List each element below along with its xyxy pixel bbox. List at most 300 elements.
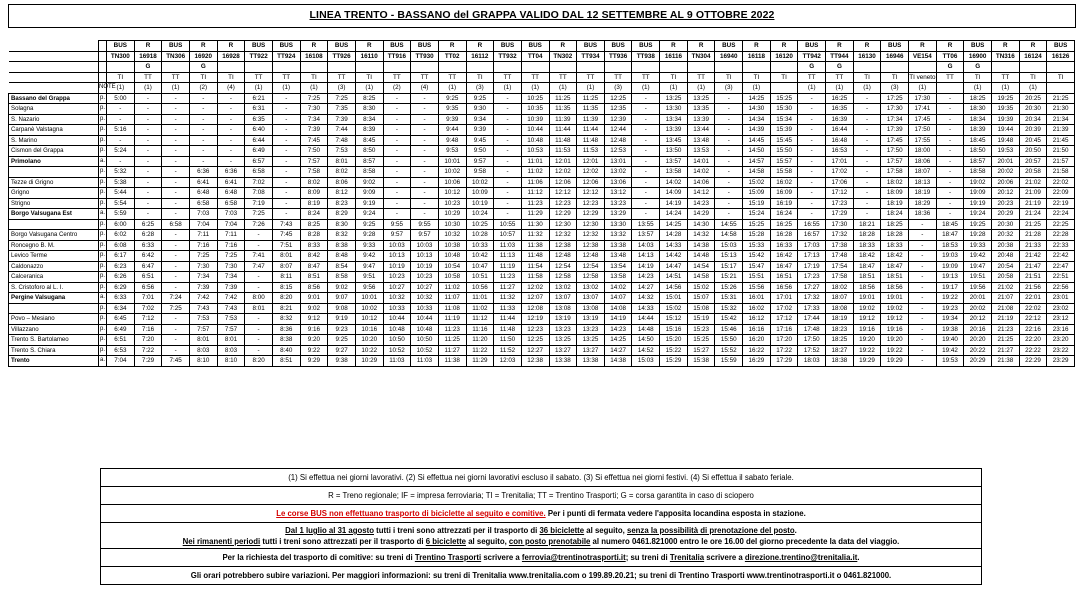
time-cell: 12:06: [549, 177, 577, 188]
time-cell: 15:02: [660, 303, 688, 314]
summer-text-2: al seguito,: [584, 526, 627, 535]
time-cell: 17:44: [798, 314, 826, 325]
time-cell: 16:24: [770, 209, 798, 220]
groups-end: .: [857, 553, 860, 562]
time-cell: 18:28: [881, 230, 909, 241]
time-cell: 8:01: [328, 156, 356, 167]
time-cell: -: [162, 156, 190, 167]
time-cell: 10:03: [383, 240, 411, 251]
time-cell: 13:06: [604, 177, 632, 188]
time-cell: 19:13: [936, 272, 964, 283]
time-cell: 7:43: [217, 303, 245, 314]
time-cell: 15:02: [743, 177, 771, 188]
time-cell: 7:39: [328, 114, 356, 125]
time-cell: -: [494, 104, 522, 115]
time-cell: 9:47: [355, 261, 383, 272]
notes-variations: Gli orari potrebbero subire variazioni. Per maggiori informazioni: su treni di Trenitalia www.trenitalia.com o 199.89.20.21; su treni di Trentino Trasporti www.trentinotrasporti.it o 0461.821000.: [190, 571, 892, 580]
time-cell: -: [936, 156, 964, 167]
time-cell: 10:44: [383, 314, 411, 325]
time-cell: 14:19: [604, 314, 632, 325]
other-bikes: 6 biciclette: [425, 537, 467, 546]
time-cell: -: [134, 125, 162, 136]
arrival-departure-marker: p.: [99, 230, 107, 241]
time-cell: 18:56: [881, 282, 909, 293]
header-company-row-cell: TI: [189, 72, 217, 83]
time-cell: 12:02: [577, 167, 605, 178]
time-cell: 12:38: [577, 240, 605, 251]
time-cell: 15:19: [743, 198, 771, 209]
time-cell: 22:01: [1019, 293, 1047, 304]
time-cell: 5:38: [107, 177, 135, 188]
time-cell: -: [162, 345, 190, 356]
header-company-row-cell: TT: [272, 72, 300, 83]
time-cell: -: [798, 177, 826, 188]
time-cell: 12:23: [521, 324, 549, 335]
time-cell: 10:50: [383, 335, 411, 346]
time-cell: 16:12: [743, 314, 771, 325]
time-cell: 9:57: [466, 156, 494, 167]
time-cell: 6:58: [217, 198, 245, 209]
time-cell: -: [853, 104, 881, 115]
time-cell: 11:32: [521, 230, 549, 241]
time-cell: 14:13: [632, 251, 660, 262]
time-cell: 8:58: [355, 167, 383, 178]
time-cell: 17:30: [909, 93, 937, 104]
arrival-departure-marker: p.: [99, 251, 107, 262]
notes-legend: (1) Si effettua nei giorni lavorativi. (2) Si effettua nei giorni lavorativi escluso il sabato. (3) Si effettua nei giorni festivi. (4) Si effettua il sabato feriale.: [101, 469, 981, 487]
time-cell: 21:25: [1019, 219, 1047, 230]
time-cell: 20:22: [964, 345, 992, 356]
time-cell: 20:25: [1019, 93, 1047, 104]
header-guarantee-row-cell: [687, 62, 715, 73]
time-cell: -: [853, 188, 881, 199]
time-cell: -: [162, 135, 190, 146]
header-company-row-cell: TT: [494, 72, 522, 83]
header-guarantee-row-cell: [577, 62, 605, 73]
time-cell: 10:33: [466, 240, 494, 251]
time-cell: 19:35: [992, 104, 1020, 115]
header-blank-cell: [9, 72, 99, 83]
time-cell: 15:32: [715, 303, 743, 314]
time-cell: 12:29: [549, 209, 577, 220]
header-notes-row-cell: (4): [411, 83, 439, 94]
time-cell: -: [909, 282, 937, 293]
time-cell: 9:02: [300, 303, 328, 314]
time-cell: 8:15: [272, 282, 300, 293]
time-cell: 19:38: [936, 324, 964, 335]
time-cell: 8:19: [300, 198, 328, 209]
time-cell: 14:57: [743, 156, 771, 167]
time-cell: 13:02: [604, 167, 632, 178]
time-cell: -: [217, 104, 245, 115]
time-cell: 18:07: [909, 167, 937, 178]
time-cell: 19:20: [881, 335, 909, 346]
time-cell: 21:33: [1019, 240, 1047, 251]
time-cell: 8:10: [189, 356, 217, 367]
time-cell: 11:12: [466, 314, 494, 325]
time-cell: 20:58: [992, 272, 1020, 283]
header-type-row-cell: R: [936, 41, 964, 52]
time-cell: -: [134, 104, 162, 115]
time-cell: 13:48: [687, 135, 715, 146]
header-number-row-cell: TT936: [604, 51, 632, 62]
time-cell: 11:13: [494, 251, 522, 262]
time-cell: 22:56: [1047, 282, 1075, 293]
time-cell: -: [909, 272, 937, 283]
time-cell: 9:35: [438, 104, 466, 115]
time-cell: 14:58: [687, 272, 715, 283]
time-cell: 6:49: [107, 324, 135, 335]
station-name: S. Marino: [9, 135, 99, 146]
time-cell: 18:23: [826, 324, 854, 335]
time-cell: 21:56: [1019, 282, 1047, 293]
time-cell: 14:58: [715, 230, 743, 241]
time-cell: 10:42: [466, 251, 494, 262]
header-number-row-cell: TT938: [632, 51, 660, 62]
header-notes-row-cell: (1): [162, 83, 190, 94]
groups-ti-email-link[interactable]: direzione.trentino@trenitalia.it: [744, 553, 858, 562]
table-row: [9, 219, 1075, 230]
time-cell: -: [715, 198, 743, 209]
time-cell: -: [134, 156, 162, 167]
header-notes-row-cell: (1): [632, 83, 660, 94]
time-cell: 17:39: [881, 125, 909, 136]
time-cell: 8:12: [328, 188, 356, 199]
time-cell: -: [107, 135, 135, 146]
time-cell: -: [936, 188, 964, 199]
time-cell: 7:43: [272, 219, 300, 230]
time-cell: 9:01: [300, 293, 328, 304]
time-cell: -: [272, 177, 300, 188]
time-cell: 6:53: [107, 345, 135, 356]
time-cell: 16:25: [826, 93, 854, 104]
header-notes-row-cell: (1): [687, 83, 715, 94]
time-cell: 12:48: [604, 135, 632, 146]
time-cell: 9:57: [383, 230, 411, 241]
time-cell: 9:27: [328, 345, 356, 356]
time-cell: 11:54: [521, 261, 549, 272]
time-cell: 11:44: [577, 125, 605, 136]
time-cell: 10:51: [466, 272, 494, 283]
time-cell: -: [383, 146, 411, 157]
header-notes-row-cell: (1): [438, 83, 466, 94]
time-cell: 12:23: [577, 198, 605, 209]
time-cell: 9:39: [438, 114, 466, 125]
header-type-row-cell: BUS: [964, 41, 992, 52]
time-cell: 18:58: [964, 167, 992, 178]
time-cell: 7:22: [134, 345, 162, 356]
time-cell: -: [798, 188, 826, 199]
summer-text: tutti i treni sono attrezzati per il trasporto di: [373, 526, 540, 535]
time-cell: 17:58: [881, 167, 909, 178]
time-cell: 7:03: [217, 209, 245, 220]
header-blank-cell: [9, 83, 99, 94]
groups-ti: Trenitalia: [669, 553, 705, 562]
time-cell: 7:30: [217, 261, 245, 272]
time-cell: 17:25: [881, 93, 909, 104]
time-cell: 15:57: [770, 156, 798, 167]
header-type-row-cell: BUS: [604, 41, 632, 52]
header-row-label: [99, 62, 107, 73]
header-type-row-cell: R: [743, 41, 771, 52]
time-cell: 15:58: [770, 167, 798, 178]
time-cell: -: [162, 93, 190, 104]
header-guarantee-row: [9, 62, 1075, 73]
time-cell: 15:24: [743, 209, 771, 220]
time-cell: 21:28: [1019, 230, 1047, 241]
time-cell: 8:02: [300, 177, 328, 188]
header-guarantee-row-cell: [881, 62, 909, 73]
header-number-row-cell: TT06: [936, 51, 964, 62]
arrival-departure-marker: p.: [99, 261, 107, 272]
time-cell: -: [217, 125, 245, 136]
time-cell: 10:33: [411, 303, 439, 314]
time-cell: -: [798, 156, 826, 167]
header-type-row-cell: R: [300, 41, 328, 52]
time-cell: 7:35: [328, 104, 356, 115]
time-cell: 16:09: [770, 188, 798, 199]
time-cell: 10:02: [466, 177, 494, 188]
time-cell: 17:50: [798, 335, 826, 346]
time-cell: 8:57: [355, 156, 383, 167]
time-cell: 14:28: [660, 230, 688, 241]
time-cell: 14:24: [660, 209, 688, 220]
time-cell: 8:30: [328, 219, 356, 230]
time-cell: 12:48: [577, 251, 605, 262]
time-cell: 7:34: [217, 272, 245, 283]
time-cell: 13:07: [549, 293, 577, 304]
time-cell: 9:25: [438, 93, 466, 104]
time-cell: -: [162, 324, 190, 335]
station-name: S. Cristoforo al L. I.: [9, 282, 99, 293]
time-cell: -: [411, 93, 439, 104]
time-cell: 16:28: [770, 230, 798, 241]
time-cell: 20:57: [1019, 156, 1047, 167]
time-cell: 22:20: [1019, 335, 1047, 346]
time-cell: 17:57: [881, 156, 909, 167]
time-cell: -: [411, 209, 439, 220]
time-cell: 16:53: [826, 146, 854, 157]
table-row: [9, 293, 1075, 304]
time-cell: -: [632, 156, 660, 167]
time-cell: 5:44: [107, 188, 135, 199]
time-cell: 5:59: [107, 209, 135, 220]
time-cell: 12:58: [577, 272, 605, 283]
time-cell: 7:30: [189, 261, 217, 272]
header-type-row-cell: BUS: [521, 41, 549, 52]
header-guarantee-row-cell: [383, 62, 411, 73]
time-cell: 11:48: [494, 324, 522, 335]
time-cell: 15:02: [687, 282, 715, 293]
time-cell: 8:38: [272, 335, 300, 346]
header-company-row-cell: TI: [660, 72, 688, 83]
time-cell: 17:48: [826, 251, 854, 262]
time-cell: 13:25: [577, 335, 605, 346]
header-type-row-cell: R: [1019, 41, 1047, 52]
title-box: [8, 4, 1076, 28]
time-cell: 17:52: [798, 345, 826, 356]
time-cell: 14:01: [687, 156, 715, 167]
time-cell: -: [798, 114, 826, 125]
time-cell: -: [383, 114, 411, 125]
notes-box: [100, 468, 982, 585]
time-cell: 7:12: [134, 314, 162, 325]
station-name: Trento S. Chiara: [9, 345, 99, 356]
header-notes-row-cell: (1): [798, 83, 826, 94]
time-cell: 11:19: [494, 261, 522, 272]
time-cell: 14:54: [687, 261, 715, 272]
time-cell: 17:06: [826, 177, 854, 188]
header-guarantee-row-cell: [355, 62, 383, 73]
time-cell: 11:38: [438, 356, 466, 367]
time-cell: 7:20: [134, 335, 162, 346]
time-cell: 6:17: [107, 251, 135, 262]
time-cell: 15:34: [770, 114, 798, 125]
time-cell: 7:26: [245, 219, 273, 230]
time-cell: 18:36: [909, 209, 937, 220]
time-cell: 6:56: [134, 282, 162, 293]
time-cell: 17:03: [798, 240, 826, 251]
header-notes-row-cell: (1): [494, 83, 522, 94]
header-notes-row-cell: (1): [549, 83, 577, 94]
time-cell: 15:20: [660, 335, 688, 346]
time-cell: 21:42: [1019, 251, 1047, 262]
time-cell: 13:38: [577, 356, 605, 367]
time-cell: 17:32: [826, 230, 854, 241]
time-cell: 17:54: [826, 261, 854, 272]
time-cell: 19:22: [881, 345, 909, 356]
header-number-row-cell: 16120: [770, 51, 798, 62]
time-cell: 16:47: [770, 261, 798, 272]
time-cell: 17:16: [770, 324, 798, 335]
header-type-row-cell: R: [438, 41, 466, 52]
time-cell: -: [162, 230, 190, 241]
header-type-row-cell: R: [909, 41, 937, 52]
time-cell: 7:50: [300, 146, 328, 157]
time-cell: -: [383, 104, 411, 115]
time-cell: 13:30: [604, 219, 632, 230]
time-cell: 11:06: [521, 177, 549, 188]
time-cell: 7:58: [300, 167, 328, 178]
time-cell: 8:45: [355, 135, 383, 146]
time-cell: 16:25: [770, 219, 798, 230]
time-cell: 15:01: [660, 293, 688, 304]
time-cell: -: [162, 251, 190, 262]
table-row: [9, 209, 1075, 220]
time-cell: 7:41: [245, 251, 273, 262]
time-cell: 21:51: [1019, 272, 1047, 283]
time-cell: -: [245, 240, 273, 251]
time-cell: 17:23: [826, 198, 854, 209]
header-company-row-cell: TT: [521, 72, 549, 83]
time-cell: -: [909, 335, 937, 346]
time-cell: 5:32: [107, 167, 135, 178]
time-cell: -: [134, 209, 162, 220]
time-cell: 20:16: [964, 324, 992, 335]
time-cell: -: [272, 167, 300, 178]
time-cell: 23:01: [1047, 293, 1075, 304]
time-cell: 19:23: [936, 303, 964, 314]
header-notes-row-cell: (3): [881, 83, 909, 94]
arrival-departure-marker: p.: [99, 324, 107, 335]
time-cell: 14:06: [687, 177, 715, 188]
station-name: Trento S. Bartolameo: [9, 335, 99, 346]
time-cell: 11:19: [438, 314, 466, 325]
time-cell: 12:44: [604, 125, 632, 136]
header-notes-row-cell: (1): [853, 83, 881, 94]
time-cell: 14:55: [715, 219, 743, 230]
time-cell: 15:30: [770, 104, 798, 115]
time-cell: 7:39: [217, 282, 245, 293]
time-cell: 13:48: [604, 251, 632, 262]
time-cell: 11:01: [466, 293, 494, 304]
header-number-row-cell: TN304: [687, 51, 715, 62]
groups-text: Per la richiesta del trasporto di comitive: su treni di: [222, 553, 415, 562]
time-cell: -: [494, 146, 522, 157]
time-cell: 10:19: [383, 261, 411, 272]
time-cell: 7:25: [217, 251, 245, 262]
time-cell: 7:53: [217, 314, 245, 325]
header-type-row-cell: R: [770, 41, 798, 52]
header-guarantee-row-cell: [1047, 62, 1075, 73]
time-cell: 22:25: [1047, 219, 1075, 230]
time-cell: 9:48: [438, 135, 466, 146]
station-name: Levico Terme: [9, 251, 99, 262]
time-cell: 19:56: [964, 282, 992, 293]
time-cell: 11:02: [521, 167, 549, 178]
time-cell: 15:42: [715, 314, 743, 325]
time-cell: 19:22: [936, 293, 964, 304]
time-cell: 13:25: [549, 335, 577, 346]
time-cell: -: [272, 198, 300, 209]
table-row: [9, 188, 1075, 199]
time-cell: 20:12: [964, 314, 992, 325]
time-cell: 7:11: [217, 230, 245, 241]
time-cell: 6:49: [245, 146, 273, 157]
time-cell: 19:44: [992, 125, 1020, 136]
time-cell: 13:39: [660, 125, 688, 136]
time-cell: 16:16: [743, 324, 771, 335]
station-name: Carpanè Valstagna: [9, 125, 99, 136]
header-notes-row-cell: (4): [217, 83, 245, 94]
time-cell: 9:12: [300, 314, 328, 325]
time-cell: -: [632, 188, 660, 199]
time-cell: 15:25: [743, 219, 771, 230]
time-cell: 20:39: [1019, 125, 1047, 136]
time-cell: 12:53: [604, 146, 632, 157]
time-cell: 10:19: [466, 198, 494, 209]
time-cell: 7:44: [328, 125, 356, 136]
header-notes-row-cell: (1): [355, 83, 383, 94]
groups-tt-email-link[interactable]: ferrovia@trentinotrasporti.it: [521, 553, 626, 562]
table-row: [9, 156, 1075, 167]
header-notes-row-cell: (3): [328, 83, 356, 94]
time-cell: 15:19: [687, 314, 715, 325]
header-company-row-cell: TI: [964, 72, 992, 83]
time-cell: 18:28: [853, 230, 881, 241]
bike-warning: Le corse BUS non effettuano trasporto di biciclette al seguito e comitive.: [276, 509, 546, 518]
time-cell: 15:31: [715, 293, 743, 304]
time-cell: 13:54: [604, 261, 632, 272]
time-cell: -: [272, 104, 300, 115]
station-name: [9, 219, 99, 230]
time-cell: 8:30: [355, 104, 383, 115]
time-cell: 9:30: [466, 104, 494, 115]
time-cell: -: [936, 167, 964, 178]
time-cell: -: [494, 156, 522, 167]
page-title: LINEA TRENTO - BASSANO del GRAPPA VALIDO DAL 12 SETTEMBRE AL 9 OTTOBRE 2022: [309, 9, 775, 21]
time-cell: 12:30: [549, 219, 577, 230]
